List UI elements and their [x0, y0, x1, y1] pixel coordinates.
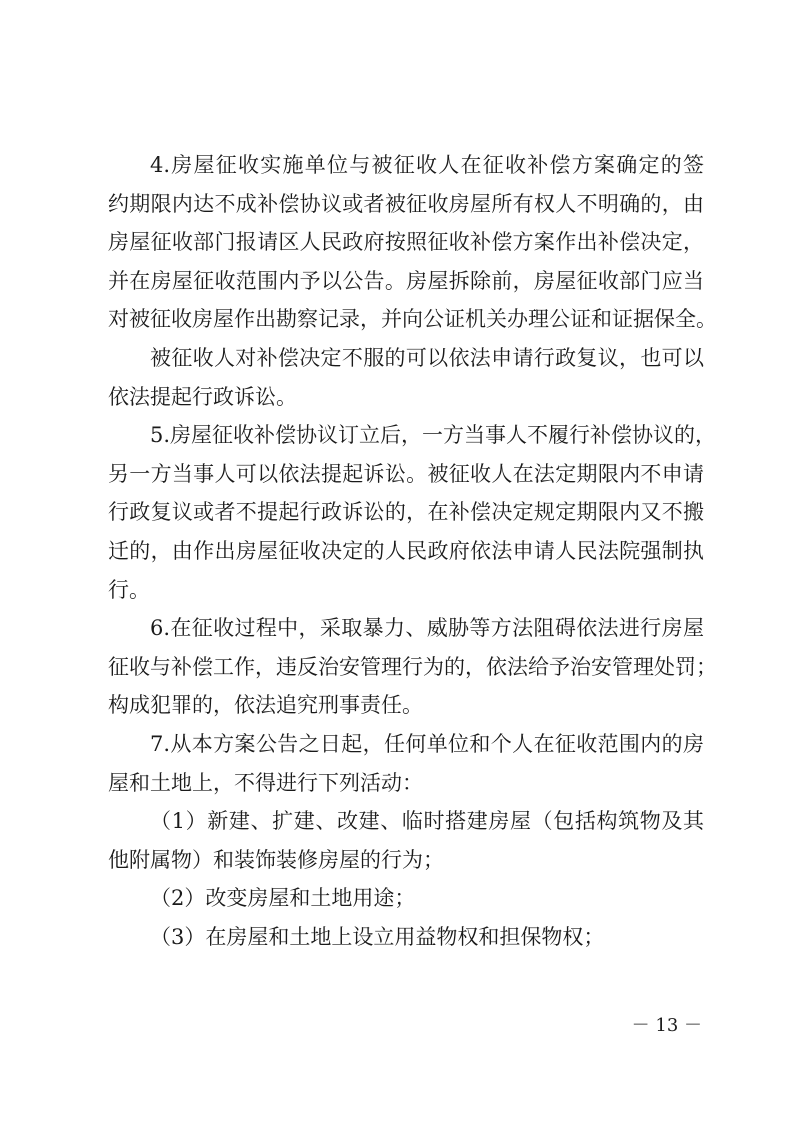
text-line: 依法提起行政诉讼。 — [108, 384, 297, 409]
text-line: 6.在征收过程中，采取暴力、威胁等方法阻碍依法进行房屋 — [150, 616, 704, 641]
text-line: 对被征收房屋作出勘察记录，并向公证机关办理公证和证据保全。 — [108, 307, 717, 332]
text-line: 并在房屋征收范围内予以公告。房屋拆除前，房屋征收部门应当 — [108, 268, 704, 293]
text-line: 迁的，由作出房屋征收决定的人民政府依法申请人民法院强制执 — [108, 538, 704, 563]
document-body — [108, 146, 717, 956]
text-line: 4.房屋征收实施单位与被征收人在征收补偿方案确定的签 — [150, 153, 704, 177]
page-number: － 13 － — [631, 1015, 702, 1036]
text-line: 5.房屋征收补偿协议订立后，一方当事人不履行补偿协议的， — [150, 423, 717, 448]
text-line: 他附属物）和装饰装修房屋的行为； — [108, 847, 444, 872]
text-line: 约期限内达不成补偿协议或者被征收房屋所有权人不明确的，由 — [108, 191, 704, 216]
text-line: 行政复议或者不提起行政诉讼的，在补偿决定规定期限内又不搬 — [108, 500, 704, 525]
text-line: 行。 — [108, 577, 150, 602]
text-line: 7.从本方案公告之日起，任何单位和个人在征收范围内的房 — [150, 731, 704, 756]
text-line: （2）改变房屋和土地用途； — [150, 886, 416, 911]
text-line: 屋和土地上，不得进行下列活动： — [108, 770, 423, 795]
text-line: （3）在房屋和土地上设立用益物权和担保物权； — [150, 924, 605, 949]
text-line: 另一方当事人可以依法提起诉讼。被征收人在法定期限内不申请 — [108, 461, 704, 486]
text-line: 征收与补偿工作，违反治安管理行为的，依法给予治安管理处罚； — [108, 654, 717, 679]
text-line: 房屋征收部门报请区人民政府按照征收补偿方案作出补偿决定， — [108, 230, 704, 255]
text-line: 构成犯罪的，依法追究刑事责任。 — [108, 693, 423, 718]
text-line: （1）新建、扩建、改建、临时搭建房屋（包括构筑物及其 — [150, 809, 704, 834]
text-line: 被征收人对补偿决定不服的可以依法申请行政复议，也可以 — [150, 345, 704, 370]
